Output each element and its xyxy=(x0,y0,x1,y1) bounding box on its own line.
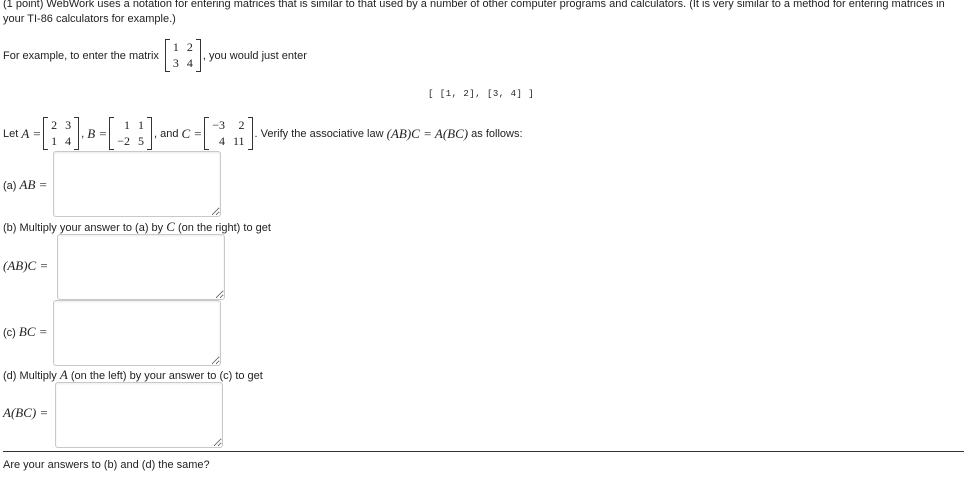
and-text: , and xyxy=(153,127,179,140)
matrix-c xyxy=(204,117,252,150)
part-c-prefix: (c) xyxy=(3,327,16,339)
matrix-b-cell: 1 xyxy=(123,118,130,132)
let-text: Let xyxy=(3,127,19,140)
example-code: [ [1, 2], [3, 4] ] xyxy=(428,89,535,99)
a-bc-label: A(BC) = xyxy=(3,405,49,420)
part-b-text: (b) Multiply your answer to (a) by xyxy=(3,222,164,234)
example-lead: For example, to enter the matrix xyxy=(3,49,159,62)
bc-answer-input[interactable] xyxy=(53,300,221,366)
matrix-c-cell: −3 xyxy=(212,118,225,132)
matrix-a-cell: 3 xyxy=(65,118,72,132)
b-label: B = xyxy=(87,125,108,141)
matrix-b-cell: 1 xyxy=(137,118,144,132)
matrix-b-cell: 5 xyxy=(137,134,144,148)
verify-text: . Verify the associative law xyxy=(254,127,384,140)
example-cell: 3 xyxy=(172,56,179,70)
associative-law: (AB)C = A(BC) xyxy=(386,125,469,141)
example-cell: 2 xyxy=(186,40,193,54)
matrix-a-cell: 2 xyxy=(51,118,58,132)
ab-answer-input[interactable] xyxy=(53,151,221,217)
matrix-c-cell: 2 xyxy=(238,118,245,132)
part-c-math: BC = xyxy=(18,324,48,339)
abc-label: (AB)C = xyxy=(3,258,49,273)
a-label: A = xyxy=(21,125,42,141)
separator: , xyxy=(81,127,85,140)
matrix-b-cell: −2 xyxy=(117,134,130,148)
c-label: C = xyxy=(181,125,203,141)
section-divider xyxy=(3,451,964,452)
example-matrix xyxy=(165,39,201,72)
abc-answer-input[interactable] xyxy=(57,234,225,300)
part-d-text: (d) Multiply xyxy=(3,370,57,382)
part-a-math: AB = xyxy=(19,177,48,192)
part-d-text-2: (on the left) by your answer to (c) to get xyxy=(70,370,263,382)
example-line xyxy=(3,39,307,72)
problem-intro: (1 point) WebWork uses a notation for entering matrices that is similar to that used by a number of other computer programs and calculators. (It is very similar to a method for entering matrices in your TI-86 calculators for example.) xyxy=(3,0,945,25)
part-a-label xyxy=(3,177,47,193)
matrix-c-cell: 4 xyxy=(218,134,225,148)
part-d-math: A xyxy=(59,367,68,382)
part-b-instruction xyxy=(3,219,271,235)
verify-post: as follows: xyxy=(471,127,523,140)
matrix-b xyxy=(109,117,152,150)
footer-question: Are your answers to (b) and (d) the same? xyxy=(3,459,210,471)
a-bc-answer-input[interactable] xyxy=(55,382,223,448)
problem-definition xyxy=(3,117,523,150)
part-b-text-2: (on the right) to get xyxy=(177,222,271,234)
matrix-a xyxy=(43,117,79,150)
example-tail: , you would just enter xyxy=(202,49,307,62)
matrix-a-cell: 4 xyxy=(65,134,72,148)
matrix-c-cell: 11 xyxy=(232,134,245,148)
part-d-instruction xyxy=(3,367,263,383)
part-a-prefix: (a) xyxy=(3,180,17,192)
example-cell: 4 xyxy=(186,56,193,70)
example-cell: 1 xyxy=(172,40,179,54)
part-c-label xyxy=(3,324,48,340)
matrix-a-cell: 1 xyxy=(51,134,58,148)
part-b-math: C xyxy=(166,219,175,234)
